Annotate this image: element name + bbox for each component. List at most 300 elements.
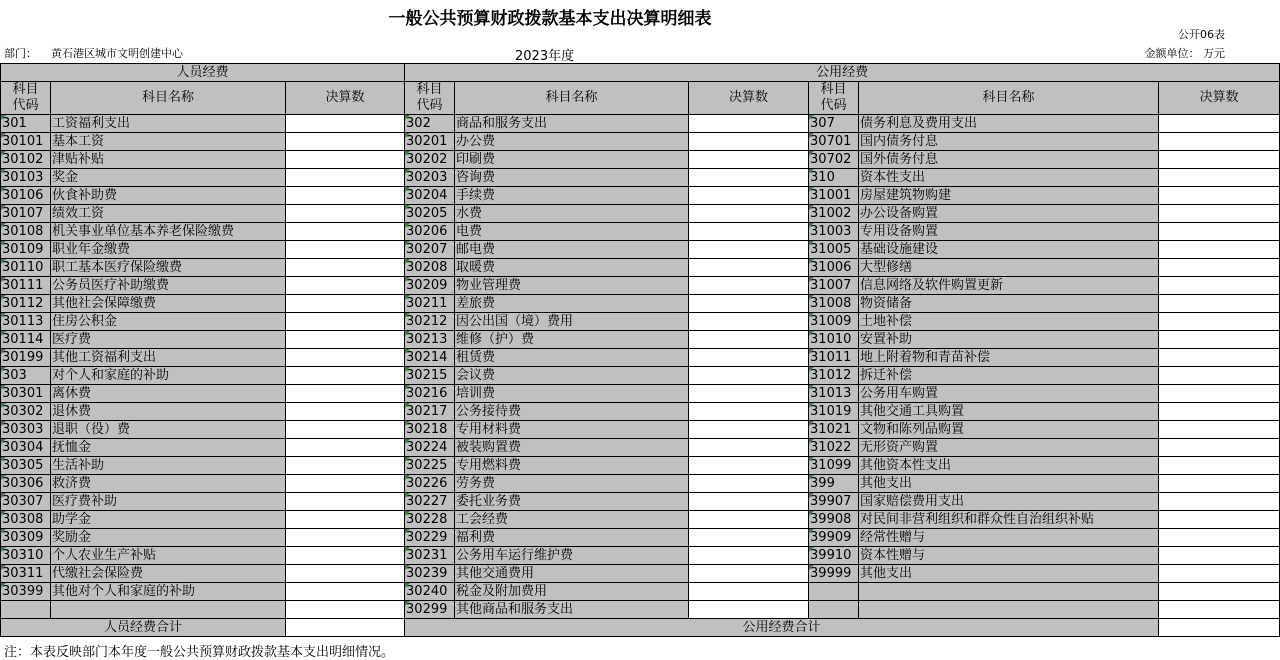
subject-code: 30307 <box>1 493 51 511</box>
amount-cell <box>689 187 809 205</box>
amount-cell <box>1159 475 1280 493</box>
subject-name: 大型修缮 <box>859 259 1159 277</box>
amount-cell <box>689 529 809 547</box>
subject-name: 邮电费 <box>455 241 689 259</box>
subject-code: 31005 <box>809 241 859 259</box>
amount-cell <box>1159 295 1280 313</box>
subject-name: 水费 <box>455 205 689 223</box>
amount-cell <box>689 295 809 313</box>
subject-name: 医疗费 <box>51 331 286 349</box>
subject-name: 职业年金缴费 <box>51 241 286 259</box>
subject-code: 31010 <box>809 331 859 349</box>
amount-cell <box>286 385 405 403</box>
subject-name: 土地补偿 <box>859 313 1159 331</box>
subject-name: 专用燃料费 <box>455 457 689 475</box>
amount-cell <box>689 241 809 259</box>
table-row <box>1 529 1280 547</box>
subject-code: 30311 <box>1 565 51 583</box>
amount-cell <box>286 277 405 295</box>
subject-code: 30231 <box>405 547 455 565</box>
subject-name: 房屋建筑物购建 <box>859 187 1159 205</box>
amount-cell <box>689 493 809 511</box>
subject-name: 因公出国（境）费用 <box>455 313 689 331</box>
amount-cell <box>689 367 809 385</box>
personnel-section-header: 人员经费 <box>1 64 405 82</box>
expenditure-table <box>0 63 1280 637</box>
subject-code: 301 <box>1 115 51 133</box>
subject-code: 31008 <box>809 295 859 313</box>
personnel-total-label: 人员经费合计 <box>1 619 286 637</box>
amount-cell <box>1159 403 1280 421</box>
subject-name: 电费 <box>455 223 689 241</box>
subject-code: 30106 <box>1 187 51 205</box>
empty-cell <box>1 601 51 619</box>
subject-name: 工资福利支出 <box>51 115 286 133</box>
subject-code: 30203 <box>405 169 455 187</box>
subject-code: 39999 <box>809 565 859 583</box>
subject-name: 其他工资福利支出 <box>51 349 286 367</box>
subject-name: 商品和服务支出 <box>455 115 689 133</box>
subject-code: 303 <box>1 367 51 385</box>
amount-cell <box>689 421 809 439</box>
subject-name: 其他对个人和家庭的补助 <box>51 583 286 601</box>
subject-code: 30111 <box>1 277 51 295</box>
table-row <box>1 385 1280 403</box>
amount-header: 决算数 <box>286 82 405 115</box>
subject-name: 信息网络及软件购置更新 <box>859 277 1159 295</box>
amount-cell <box>1159 187 1280 205</box>
amount-cell <box>286 151 405 169</box>
subject-code: 302 <box>405 115 455 133</box>
subject-code: 307 <box>809 115 859 133</box>
subject-name: 助学金 <box>51 511 286 529</box>
table-row <box>1 349 1280 367</box>
totals-row <box>1 619 1280 637</box>
amount-cell <box>286 313 405 331</box>
amount-cell <box>1159 133 1280 151</box>
subject-code: 31002 <box>809 205 859 223</box>
subject-name: 其他资本性支出 <box>859 457 1159 475</box>
amount-cell <box>689 511 809 529</box>
subject-name: 伙食补助费 <box>51 187 286 205</box>
subject-code: 31003 <box>809 223 859 241</box>
subject-name: 住房公积金 <box>51 313 286 331</box>
amount-header: 决算数 <box>689 82 809 115</box>
footnote: 注：本表反映部门本年度一般公共预算财政拨款基本支出明细情况。 <box>4 645 395 660</box>
subject-name: 奖金 <box>51 169 286 187</box>
amount-cell <box>286 169 405 187</box>
amount-cell <box>1159 421 1280 439</box>
subject-name: 物业管理费 <box>455 277 689 295</box>
subject-name: 税金及附加费用 <box>455 583 689 601</box>
subject-name: 专用材料费 <box>455 421 689 439</box>
amount-cell <box>1159 547 1280 565</box>
subject-name: 委托业务费 <box>455 493 689 511</box>
subject-name: 安置补助 <box>859 331 1159 349</box>
subject-code: 31009 <box>809 313 859 331</box>
subject-code: 30201 <box>405 133 455 151</box>
subject-code: 30206 <box>405 223 455 241</box>
subject-name: 绩效工资 <box>51 205 286 223</box>
subject-name: 工会经费 <box>455 511 689 529</box>
subject-name: 国家赔偿费用支出 <box>859 493 1159 511</box>
subject-code: 30202 <box>405 151 455 169</box>
table-row <box>1 331 1280 349</box>
subject-name: 培训费 <box>455 385 689 403</box>
subject-name: 手续费 <box>455 187 689 205</box>
amount-cell <box>689 133 809 151</box>
subject-code: 39907 <box>809 493 859 511</box>
amount-cell <box>689 169 809 187</box>
amount-cell <box>1159 313 1280 331</box>
subject-code: 31011 <box>809 349 859 367</box>
amount-cell <box>286 367 405 385</box>
subject-name: 其他交通费用 <box>455 565 689 583</box>
amount-cell <box>1159 331 1280 349</box>
subject-code: 30205 <box>405 205 455 223</box>
subject-name: 津贴补贴 <box>51 151 286 169</box>
department-name: 黄石港区城市文明创建中心 <box>51 47 183 60</box>
table-row <box>1 403 1280 421</box>
subject-code: 31021 <box>809 421 859 439</box>
subject-name: 其他商品和服务支出 <box>455 601 689 619</box>
amount-header: 决算数 <box>1159 82 1280 115</box>
subject-name: 个人农业生产补贴 <box>51 547 286 565</box>
subject-code: 30301 <box>1 385 51 403</box>
amount-cell <box>1159 205 1280 223</box>
amount-cell <box>689 277 809 295</box>
empty-cell <box>286 601 405 619</box>
subject-name: 国外债务付息 <box>859 151 1159 169</box>
subject-code: 30309 <box>1 529 51 547</box>
subject-name: 公务员医疗补助缴费 <box>51 277 286 295</box>
amount-cell <box>689 313 809 331</box>
subject-name: 租赁费 <box>455 349 689 367</box>
empty-cell <box>1159 583 1280 601</box>
subject-code: 30229 <box>405 529 455 547</box>
subject-code: 30107 <box>1 205 51 223</box>
subject-name: 经常性赠与 <box>859 529 1159 547</box>
subject-code: 30109 <box>1 241 51 259</box>
subject-name: 地上附着物和青苗补偿 <box>859 349 1159 367</box>
amount-cell <box>286 187 405 205</box>
empty-cell <box>859 601 1159 619</box>
subject-code: 30218 <box>405 421 455 439</box>
amount-cell <box>689 349 809 367</box>
amount-cell <box>1159 169 1280 187</box>
table-row <box>1 205 1280 223</box>
subject-name: 文物和陈列品购置 <box>859 421 1159 439</box>
amount-cell <box>286 241 405 259</box>
table-row <box>1 583 1280 601</box>
subject-name: 印刷费 <box>455 151 689 169</box>
subject-code: 30208 <box>405 259 455 277</box>
amount-cell <box>286 565 405 583</box>
subject-code: 30399 <box>1 583 51 601</box>
subject-code: 30225 <box>405 457 455 475</box>
subject-code: 31099 <box>809 457 859 475</box>
table-row <box>1 511 1280 529</box>
subject-code: 31022 <box>809 439 859 457</box>
amount-cell <box>689 223 809 241</box>
table-row <box>1 547 1280 565</box>
amount-cell <box>1159 367 1280 385</box>
amount-cell <box>1159 241 1280 259</box>
table-row <box>1 151 1280 169</box>
amount-cell <box>1159 529 1280 547</box>
subject-code: 30112 <box>1 295 51 313</box>
subject-name: 维修（护）费 <box>455 331 689 349</box>
table-row <box>1 313 1280 331</box>
subject-name: 退休费 <box>51 403 286 421</box>
amount-cell <box>689 331 809 349</box>
subject-name: 机关事业单位基本养老保险缴费 <box>51 223 286 241</box>
subject-name: 资本性支出 <box>859 169 1159 187</box>
subject-code: 30213 <box>405 331 455 349</box>
code-header: 科目 代码 <box>809 82 859 115</box>
amount-cell <box>286 331 405 349</box>
subject-code: 30303 <box>1 421 51 439</box>
amount-cell <box>1159 277 1280 295</box>
subject-name: 其他交通工具购置 <box>859 403 1159 421</box>
amount-cell <box>286 493 405 511</box>
subject-code: 31012 <box>809 367 859 385</box>
subject-code: 30305 <box>1 457 51 475</box>
table-row <box>1 439 1280 457</box>
table-row <box>1 223 1280 241</box>
table-row <box>1 277 1280 295</box>
amount-cell <box>286 457 405 475</box>
subject-name: 退职（役）费 <box>51 421 286 439</box>
subject-name: 劳务费 <box>455 475 689 493</box>
amount-cell <box>286 421 405 439</box>
table-row <box>1 241 1280 259</box>
department-label: 部门： <box>4 47 37 60</box>
subject-code: 31006 <box>809 259 859 277</box>
subject-code: 30227 <box>405 493 455 511</box>
subject-name: 对民间非营利组织和群众性自治组织补贴 <box>859 511 1159 529</box>
subject-code: 30212 <box>405 313 455 331</box>
subject-name: 职工基本医疗保险缴费 <box>51 259 286 277</box>
subject-name: 基础设施建设 <box>859 241 1159 259</box>
subject-name: 取暖费 <box>455 259 689 277</box>
subject-code: 39910 <box>809 547 859 565</box>
amount-cell <box>689 205 809 223</box>
subject-name: 物资储备 <box>859 295 1159 313</box>
amount-cell <box>689 151 809 169</box>
amount-cell <box>1159 151 1280 169</box>
subject-name: 其他支出 <box>859 565 1159 583</box>
subject-name: 专用设备购置 <box>859 223 1159 241</box>
subject-code: 30209 <box>405 277 455 295</box>
empty-cell <box>1159 601 1280 619</box>
subject-name: 对个人和家庭的补助 <box>51 367 286 385</box>
amount-cell <box>286 115 405 133</box>
amount-cell <box>689 565 809 583</box>
amount-cell <box>1159 511 1280 529</box>
amount-unit: 金额单位： 万元 <box>1144 47 1225 60</box>
table-row <box>1 259 1280 277</box>
subject-code: 30207 <box>405 241 455 259</box>
table-row <box>1 295 1280 313</box>
name-header: 科目名称 <box>455 82 689 115</box>
subject-code: 30114 <box>1 331 51 349</box>
subject-code: 399 <box>809 475 859 493</box>
subject-code: 30102 <box>1 151 51 169</box>
subject-code: 30701 <box>809 133 859 151</box>
subject-code: 31019 <box>809 403 859 421</box>
amount-cell <box>286 223 405 241</box>
subject-name: 差旅费 <box>455 295 689 313</box>
amount-cell <box>1159 385 1280 403</box>
code-header: 科目 代码 <box>1 82 51 115</box>
amount-cell <box>286 439 405 457</box>
column-header-row <box>1 82 1280 115</box>
subject-name: 国内债务付息 <box>859 133 1159 151</box>
name-header: 科目名称 <box>859 82 1159 115</box>
subject-code: 310 <box>809 169 859 187</box>
subject-code: 39908 <box>809 511 859 529</box>
subject-code: 30214 <box>405 349 455 367</box>
subject-code: 31013 <box>809 385 859 403</box>
subject-name: 其他社会保障缴费 <box>51 295 286 313</box>
subject-code: 30224 <box>405 439 455 457</box>
subject-name: 无形资产购置 <box>859 439 1159 457</box>
public-total-label: 公用经费合计 <box>405 619 1159 637</box>
subject-code: 30215 <box>405 367 455 385</box>
subject-name: 公务用车运行维护费 <box>455 547 689 565</box>
table-row <box>1 601 1280 619</box>
amount-cell <box>286 295 405 313</box>
amount-cell <box>689 475 809 493</box>
subject-code: 30108 <box>1 223 51 241</box>
amount-cell <box>689 403 809 421</box>
subject-code: 31007 <box>809 277 859 295</box>
amount-cell <box>286 529 405 547</box>
amount-cell <box>286 403 405 421</box>
code-header: 科目 代码 <box>405 82 455 115</box>
amount-cell <box>689 583 809 601</box>
amount-cell <box>1159 115 1280 133</box>
subject-code: 31001 <box>809 187 859 205</box>
amount-cell <box>689 547 809 565</box>
subject-name: 福利费 <box>455 529 689 547</box>
subject-name: 咨询费 <box>455 169 689 187</box>
subject-code: 30306 <box>1 475 51 493</box>
subject-code: 30204 <box>405 187 455 205</box>
amount-cell <box>689 439 809 457</box>
subject-name: 基本工资 <box>51 133 286 151</box>
subject-code: 30113 <box>1 313 51 331</box>
subject-name: 办公设备购置 <box>859 205 1159 223</box>
subject-name: 被装购置费 <box>455 439 689 457</box>
subject-code: 30103 <box>1 169 51 187</box>
subject-name: 生活补助 <box>51 457 286 475</box>
table-row <box>1 493 1280 511</box>
amount-cell <box>286 511 405 529</box>
subject-name: 会议费 <box>455 367 689 385</box>
subject-name: 拆迁补偿 <box>859 367 1159 385</box>
subject-name: 资本性赠与 <box>859 547 1159 565</box>
amount-cell <box>1159 565 1280 583</box>
subject-code: 30304 <box>1 439 51 457</box>
subject-name: 公务接待费 <box>455 403 689 421</box>
amount-cell <box>1159 493 1280 511</box>
table-row <box>1 475 1280 493</box>
amount-cell <box>689 457 809 475</box>
subject-name: 奖励金 <box>51 529 286 547</box>
subject-code: 30299 <box>405 601 455 619</box>
amount-cell <box>286 349 405 367</box>
amount-cell <box>286 547 405 565</box>
amount-cell <box>689 601 809 619</box>
table-row <box>1 457 1280 475</box>
subject-code: 30110 <box>1 259 51 277</box>
subject-code: 30302 <box>1 403 51 421</box>
subject-name: 救济费 <box>51 475 286 493</box>
subject-code: 30228 <box>405 511 455 529</box>
subject-code: 30226 <box>405 475 455 493</box>
empty-cell <box>809 583 859 601</box>
table-row <box>1 367 1280 385</box>
section-header-row <box>1 64 1280 82</box>
subject-code: 30217 <box>405 403 455 421</box>
empty-cell <box>809 601 859 619</box>
table-row <box>1 133 1280 151</box>
public-section-header: 公用经费 <box>405 64 1280 82</box>
amount-cell <box>1159 439 1280 457</box>
department-line <box>4 45 183 61</box>
subject-code: 39909 <box>809 529 859 547</box>
subject-code: 30216 <box>405 385 455 403</box>
empty-cell <box>859 583 1159 601</box>
table-row <box>1 115 1280 133</box>
report-title: 一般公共预算财政拨款基本支出决算明细表 <box>388 9 712 29</box>
amount-cell <box>689 385 809 403</box>
amount-cell <box>1159 223 1280 241</box>
table-row <box>1 565 1280 583</box>
subject-code: 30101 <box>1 133 51 151</box>
subject-name: 医疗费补助 <box>51 493 286 511</box>
amount-cell <box>1159 457 1280 475</box>
subject-code: 30199 <box>1 349 51 367</box>
personnel-total-amount <box>286 619 405 637</box>
amount-cell <box>1159 259 1280 277</box>
form-number: 公开06表 <box>1178 28 1225 41</box>
amount-cell <box>689 115 809 133</box>
amount-cell <box>286 259 405 277</box>
amount-cell <box>286 133 405 151</box>
subject-code: 30240 <box>405 583 455 601</box>
subject-name: 抚恤金 <box>51 439 286 457</box>
name-header: 科目名称 <box>51 82 286 115</box>
table-row <box>1 169 1280 187</box>
public-total-amount <box>1159 619 1280 637</box>
amount-cell <box>286 205 405 223</box>
empty-cell <box>51 601 286 619</box>
subject-name: 债务利息及费用支出 <box>859 115 1159 133</box>
amount-cell <box>689 259 809 277</box>
subject-name: 离休费 <box>51 385 286 403</box>
subject-code: 30308 <box>1 511 51 529</box>
amount-cell <box>286 583 405 601</box>
subject-name: 公务用车购置 <box>859 385 1159 403</box>
table-row <box>1 421 1280 439</box>
table-row <box>1 187 1280 205</box>
subject-code: 30702 <box>809 151 859 169</box>
subject-code: 30239 <box>405 565 455 583</box>
subject-code: 30310 <box>1 547 51 565</box>
